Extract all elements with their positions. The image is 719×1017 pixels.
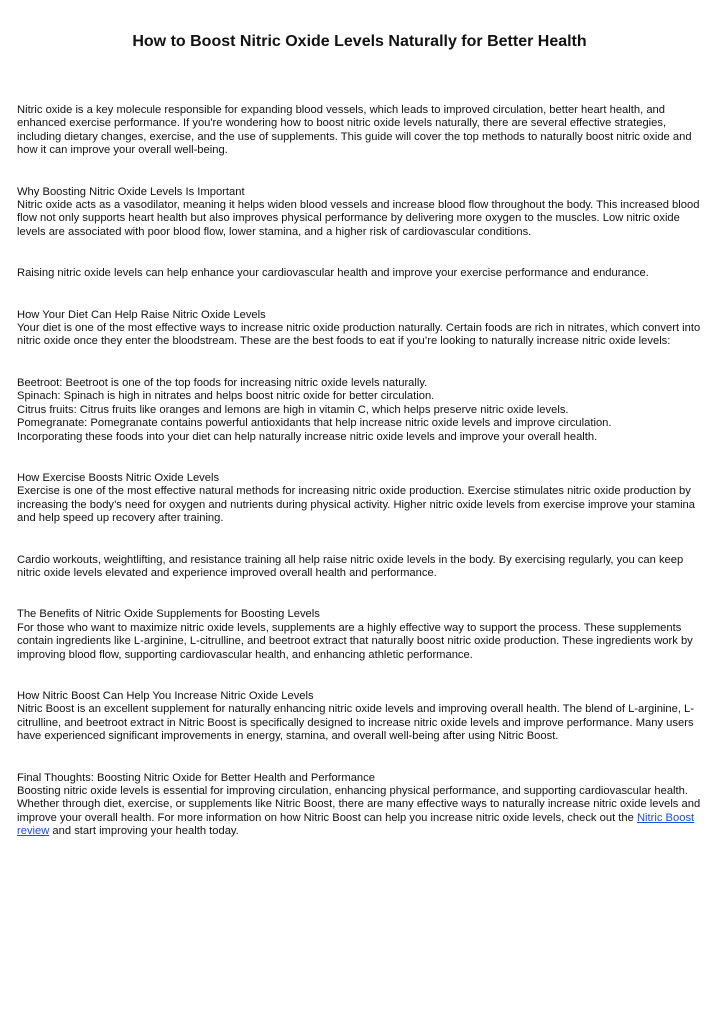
why-heading: Why Boosting Nitric Oxide Levels Is Important xyxy=(17,185,245,198)
foods-section xyxy=(17,377,707,444)
raising-paragraph: Raising nitric oxide levels can help enhance your cardiovascular health and improve your exercise performance and endurance. xyxy=(17,267,649,280)
food-item-pomegranate: Pomegranate: Pomegranate contains powerful antioxidants that help increase nitric oxide levels and improve circulation. xyxy=(17,417,612,430)
foods-summary: Incorporating these foods into your diet can help naturally increase nitric oxide levels and improve your overall health. xyxy=(17,430,598,443)
document-body xyxy=(17,104,707,867)
final-section xyxy=(17,772,707,839)
food-item-spinach: Spinach: Spinach is high in nitrates and helps boost nitric oxide for better circulation. xyxy=(17,390,435,403)
supplements-heading: The Benefits of Nitric Oxide Supplements for Boosting Levels xyxy=(17,608,320,621)
supplements-section xyxy=(17,608,707,662)
raising-section xyxy=(17,267,707,280)
intro-paragraph: Nitric oxide is a key molecule responsible for expanding blood vessels, which leads to improved circulation, better heart health, and enhanced exercise performance. If you're wondering how to boost nitric oxide levels naturally, there are several effective strategies, including dietary changes, exercise, and the use of supplements. This guide will cover the top methods to naturally boost nitric oxide and how it can improve your overall well-being. xyxy=(17,104,692,157)
final-text-after-link: and start improving your health today. xyxy=(49,825,239,838)
diet-heading: How Your Diet Can Help Raise Nitric Oxide Levels xyxy=(17,308,266,321)
exercise-paragraph: Exercise is one of the most effective natural methods for increasing nitric oxide production. Exercise stimulates nitric oxide production by increasing the body’s need for oxygen and nutrients during physical activity. Higher nitric oxide levels from exercise improve your stamina and help speed up recovery after training. xyxy=(17,485,696,525)
nitric-boost-section xyxy=(17,690,707,744)
final-heading: Final Thoughts: Boosting Nitric Oxide for Better Health and Performance xyxy=(17,771,375,784)
page-title: How to Boost Nitric Oxide Levels Naturally for Better Health xyxy=(132,33,587,50)
supplements-paragraph: For those who want to maximize nitric oxide levels, supplements are a highly effective way to support the process. These supplements contain ingredients like L-arginine, L-citrulline, and beetroot extract that naturally boost nitric oxide production. These ingredients work by improving blood flow, supporting cardiovascular health, and enhancing athletic performance. xyxy=(17,621,693,661)
intro-section xyxy=(17,104,707,158)
nitric-boost-heading: How Nitric Boost Can Help You Increase Nitric Oxide Levels xyxy=(17,689,314,702)
food-item-citrus: Citrus fruits: Citrus fruits like oranges and lemons are high in vitamin C, which helps preserve nitric oxide levels. xyxy=(17,403,569,416)
diet-paragraph: Your diet is one of the most effective ways to increase nitric oxide production naturally. Certain foods are rich in nitrates, which convert into nitric oxide once they enter the bloodstream. These are the best foods to eat if you’re looking to naturally increase nitric oxide levels: xyxy=(17,322,701,348)
exercise-section xyxy=(17,472,707,526)
why-section xyxy=(17,186,707,240)
final-paragraph xyxy=(17,785,707,839)
cardio-section xyxy=(17,554,707,581)
nitric-boost-review-link[interactable]: Nitric Boost review xyxy=(17,811,695,838)
final-text-before-link: Boosting nitric oxide levels is essential for improving circulation, enhancing physical performance, and supporting cardiovascular health. Whether through diet, exercise, or supplements like Nitric Boost, there are many effective ways to naturally increase nitric oxide levels and improve your overall health. For more information on how Nitric Boost can help you increase nitric oxide levels, check out the xyxy=(17,785,701,824)
nitric-boost-paragraph: Nitric Boost is an excellent supplement for naturally enhancing nitric oxide levels and improving overall health. The blend of L-arginine, L-citrulline, and beetroot extract in Nitric Boost is specifically designed to increase nitric oxide levels and improve performance. Many users have experienced significant improvements in energy, stamina, and overall well-being after using Nitric Boost. xyxy=(17,703,695,743)
diet-section xyxy=(17,309,707,349)
why-paragraph: Nitric oxide acts as a vasodilator, meaning it helps widen blood vessels and increase blood flow throughout the body. This increased blood flow not only supports heart health but also improves physical performance by delivering more oxygen to the muscles. Low nitric oxide levels are associated with poor blood flow, lower stamina, and a higher risk of cardiovascular conditions. xyxy=(17,199,700,238)
cardio-paragraph: Cardio workouts, weightlifting, and resistance training all help raise nitric oxide levels in the body. By exercising regularly, you can keep nitric oxide levels elevated and experience improved overall health and performance. xyxy=(17,553,684,579)
exercise-heading: How Exercise Boosts Nitric Oxide Levels xyxy=(17,471,220,484)
food-item-beetroot: Beetroot: Beetroot is one of the top foods for increasing nitric oxide levels naturally. xyxy=(17,376,428,389)
